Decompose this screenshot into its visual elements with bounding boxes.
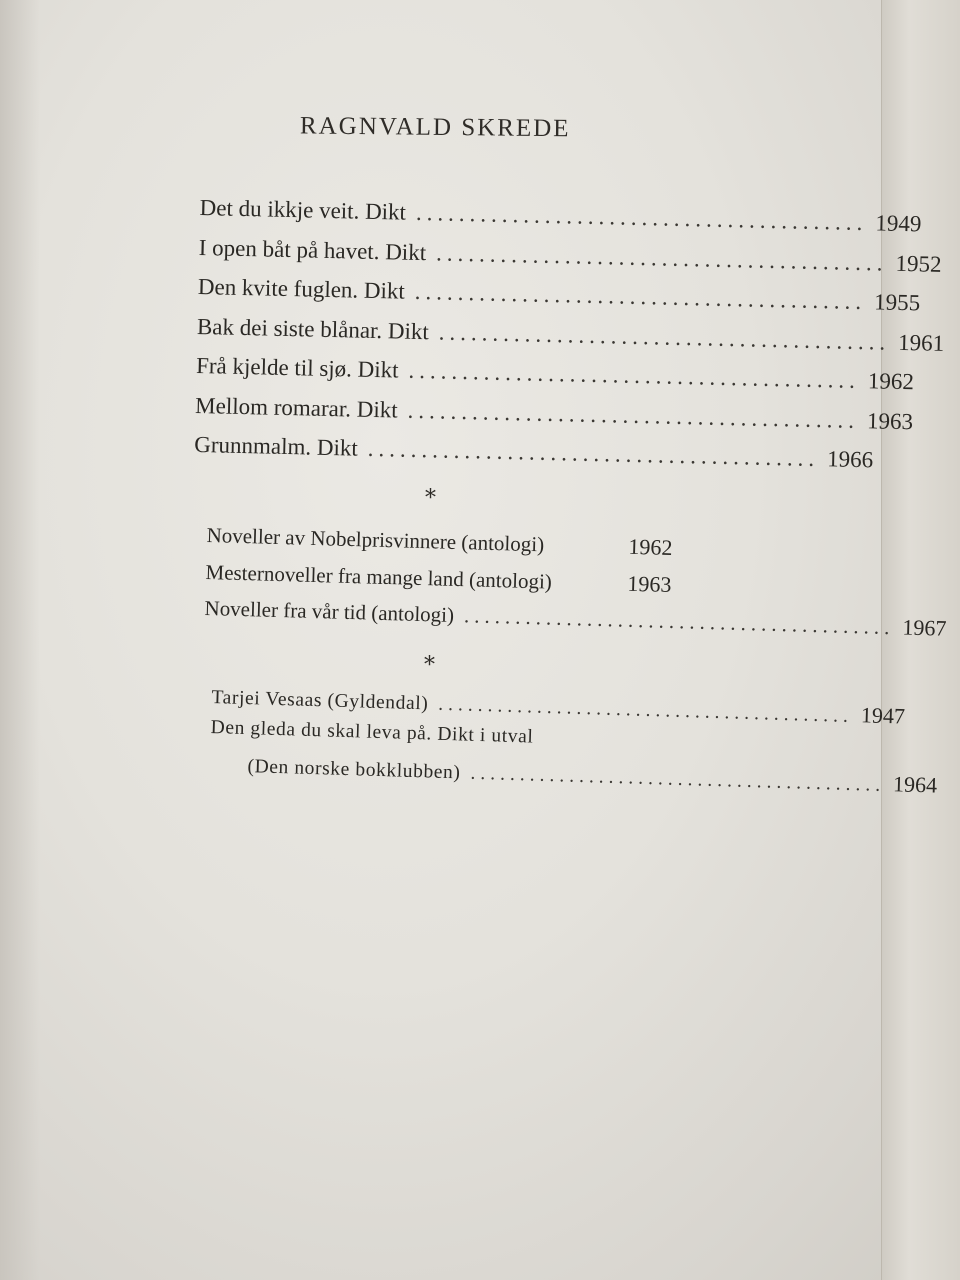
page-shadow [0, 0, 40, 1280]
leader-dots [552, 588, 628, 590]
book-year: 1966 [826, 446, 874, 473]
anthology-list [204, 522, 947, 644]
other-works-list [209, 683, 938, 798]
poetry-list [194, 195, 945, 483]
leader-dots: .......................................... [463, 603, 895, 640]
book-year: 1963 [627, 570, 672, 597]
book-title: Noveller av Nobelprisvinnere (antologi) [206, 522, 545, 557]
book-year: 1952 [895, 250, 942, 277]
book-title: I open båt på havet. Dikt [198, 234, 427, 265]
leader-dots: .......................................... [367, 435, 820, 472]
book-title: Den gleda du skal leva på. Dikt i utval [210, 716, 534, 748]
book-year: 1961 [897, 329, 945, 356]
leader-dots: .......................................... [407, 397, 860, 433]
book-year: 1967 [902, 614, 947, 641]
book-title: Den kvite fuglen. Dikt [197, 273, 406, 304]
book-year: 1949 [875, 210, 922, 237]
book-year: 1955 [873, 289, 921, 316]
author-name: RAGNVALD SKREDE [299, 112, 571, 143]
book-title: Noveller fra vår tid (antologi) [204, 595, 455, 627]
section-separator: * [424, 653, 435, 678]
book-year: 1963 [866, 407, 914, 434]
leader-dots: .......................................... [438, 318, 891, 355]
book-title: Grunnmalm. Dikt [194, 431, 359, 461]
leader-dots: .......................................... [415, 199, 868, 236]
book-year: 1962 [628, 533, 673, 561]
leader-dots [544, 551, 628, 553]
book-year: 1962 [867, 368, 915, 395]
book-title: Mellom romarar. Dikt [194, 392, 398, 423]
leader-dots: .......................................... [414, 278, 867, 315]
book-subtitle: (Den norske bokklubben) [247, 756, 461, 784]
book-title: Frå kjelde til sjø. Dikt [195, 352, 399, 383]
leader-dots: .......................................... [435, 239, 888, 276]
leader-dots: .......................................... [438, 693, 854, 728]
book-year: 1964 [892, 771, 938, 798]
section-separator: * [425, 486, 436, 511]
leader-dots: .......................................... [470, 762, 886, 797]
book-title: Bak dei siste blånar. Dikt [196, 313, 430, 344]
book-title: Tarjei Vesaas (Gyldendal) [211, 686, 429, 715]
leader-dots: .......................................... [408, 357, 861, 394]
book-title: Mesternoveller fra mange land (antologi) [205, 559, 553, 594]
book-title: Det du ikkje veit. Dikt [199, 195, 407, 225]
book-year: 1947 [860, 702, 906, 729]
